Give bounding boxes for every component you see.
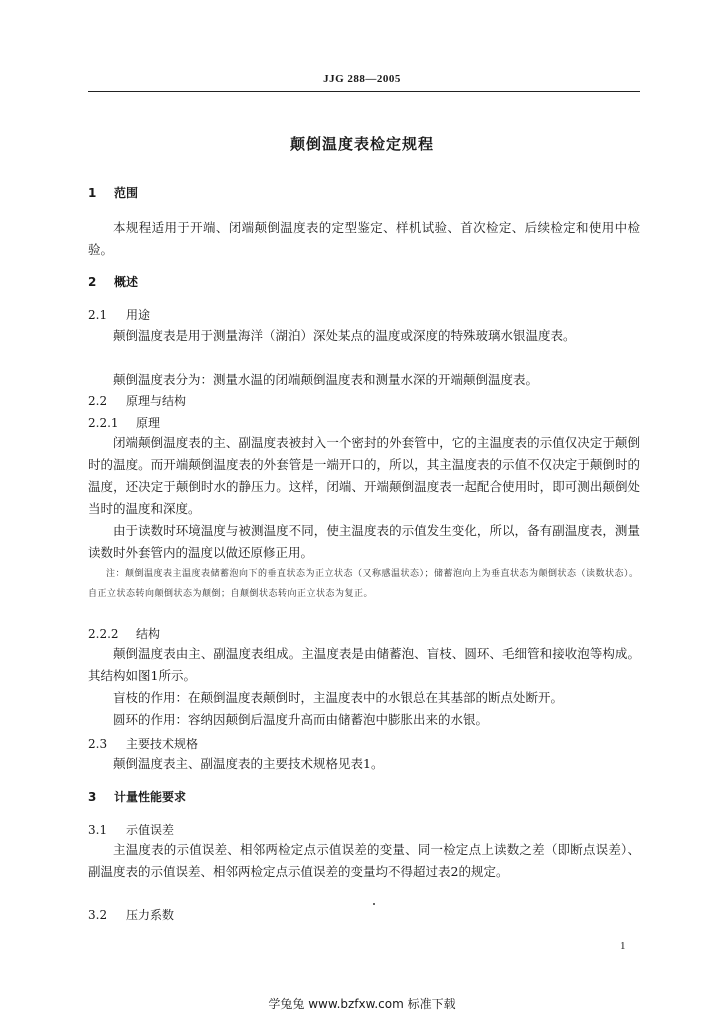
section-3-1-heading bbox=[88, 821, 174, 838]
section-2-1-paragraph-1: 颠倒温度表是用于测量海洋（湖泊）深处某点的温度或深度的特殊玻璃水银温度表。 bbox=[113, 328, 576, 343]
section-2-2-2-paragraph-3: 圆环的作用：容纳因颠倒后温度升高而由储蓄泡中膨胀出来的水银。 bbox=[113, 712, 489, 727]
section-2-2-2-paragraph-1: 颠倒温度表由主、副温度表组成。主温度表是由储蓄泡、盲枝、圆环、毛细管和接收泡等构成。其结构如图1所示。 bbox=[88, 646, 640, 683]
section-3-2-heading bbox=[88, 906, 174, 923]
document-code: JJG 288—2005 bbox=[323, 73, 401, 85]
section-2-3-heading bbox=[88, 735, 198, 752]
section-number: 1 bbox=[88, 186, 97, 200]
section-title: 主要技术规格 bbox=[126, 737, 199, 751]
section-2-1-heading bbox=[88, 306, 150, 323]
section-1-paragraph: 本规程适用于开端、闭端颠倒温度表的定型鉴定、样机试验、首次检定、后续检定和使用中检验。 bbox=[88, 220, 640, 257]
section-title: 示值误差 bbox=[126, 823, 175, 837]
section-number: 3.1 bbox=[88, 823, 108, 837]
section-title: 计量性能要求 bbox=[114, 790, 187, 804]
section-title: 原理与结构 bbox=[126, 394, 187, 408]
section-2-2-1-heading bbox=[88, 414, 160, 431]
section-3-1-paragraph: 主温度表的示值误差、相邻两检定点示值误差的变量、同一检定点上读数之差（即断点误差）、副温度表的示值误差、相邻两检定点示值误差的变量均不得超过表2的规定。 bbox=[88, 842, 640, 879]
section-2-1-paragraph-2: 颠倒温度表分为：测量水温的闭端颠倒温度表和测量水深的开端颠倒温度表。 bbox=[113, 372, 539, 387]
scan-speck bbox=[373, 903, 375, 905]
section-2-2-1-paragraph-1: 闭端颠倒温度表的主、副温度表被封入一个密封的外套管中，它的主温度表的示值仅决定于颠倒时的温度。而开端颠倒温度表的外套管是一端开口的，所以，其主温度表的示值不仅决定于颠倒时的温度，还决定于颠倒时水的静压力。这样，闭端、开端颠倒温度表一起配合使用时，即可测出颠倒处当时的温度和深度。 bbox=[88, 435, 640, 516]
section-number: 2.1 bbox=[88, 308, 108, 322]
watermark-footer: 学兔兔 www.bzfxw.com 标准下载 bbox=[268, 997, 456, 1011]
section-number: 2.2.1 bbox=[88, 416, 119, 430]
section-number: 3.2 bbox=[88, 908, 108, 922]
section-2-heading bbox=[88, 273, 138, 290]
section-title: 结构 bbox=[136, 627, 161, 641]
header-rule bbox=[88, 91, 640, 92]
section-2-3-paragraph: 颠倒温度表主、副温度表的主要技术规格见表1。 bbox=[113, 756, 384, 771]
section-number: 3 bbox=[88, 790, 97, 804]
section-2-2-2-paragraph-2: 盲枝的作用：在颠倒温度表颠倒时，主温度表中的水银总在其基部的断点处断开。 bbox=[113, 690, 564, 705]
note: 注：颠倒温度表主温度表储蓄泡向下的垂直状态为正立状态（又称感温状态）；储蓄泡向上为垂直状态为颠倒状态（读数状态）。自正立状态转向颠倒状态为颠倒；自颠倒状态转向正立状态为复正。 bbox=[88, 569, 639, 599]
section-number: 2 bbox=[88, 275, 97, 289]
section-1-heading bbox=[88, 184, 138, 201]
page-number: 1 bbox=[620, 940, 626, 952]
document-title: 颠倒温度表检定规程 bbox=[289, 135, 434, 153]
section-2-2-heading bbox=[88, 392, 186, 409]
section-number: 2.2.2 bbox=[88, 627, 119, 641]
section-title: 概述 bbox=[114, 275, 139, 289]
section-number: 2.3 bbox=[88, 737, 108, 751]
section-2-2-2-heading bbox=[88, 625, 160, 642]
section-title: 范围 bbox=[114, 186, 139, 200]
section-title: 原理 bbox=[136, 416, 161, 430]
section-3-heading bbox=[88, 788, 186, 805]
section-2-2-1-paragraph-2: 由于读数时环境温度与被测温度不同，使主温度表的示值发生变化，所以，备有副温度表，测量读数时外套管内的温度以做还原修正用。 bbox=[88, 523, 640, 560]
section-title: 用途 bbox=[126, 308, 151, 322]
section-number: 2.2 bbox=[88, 394, 108, 408]
section-title: 压力系数 bbox=[126, 908, 175, 922]
